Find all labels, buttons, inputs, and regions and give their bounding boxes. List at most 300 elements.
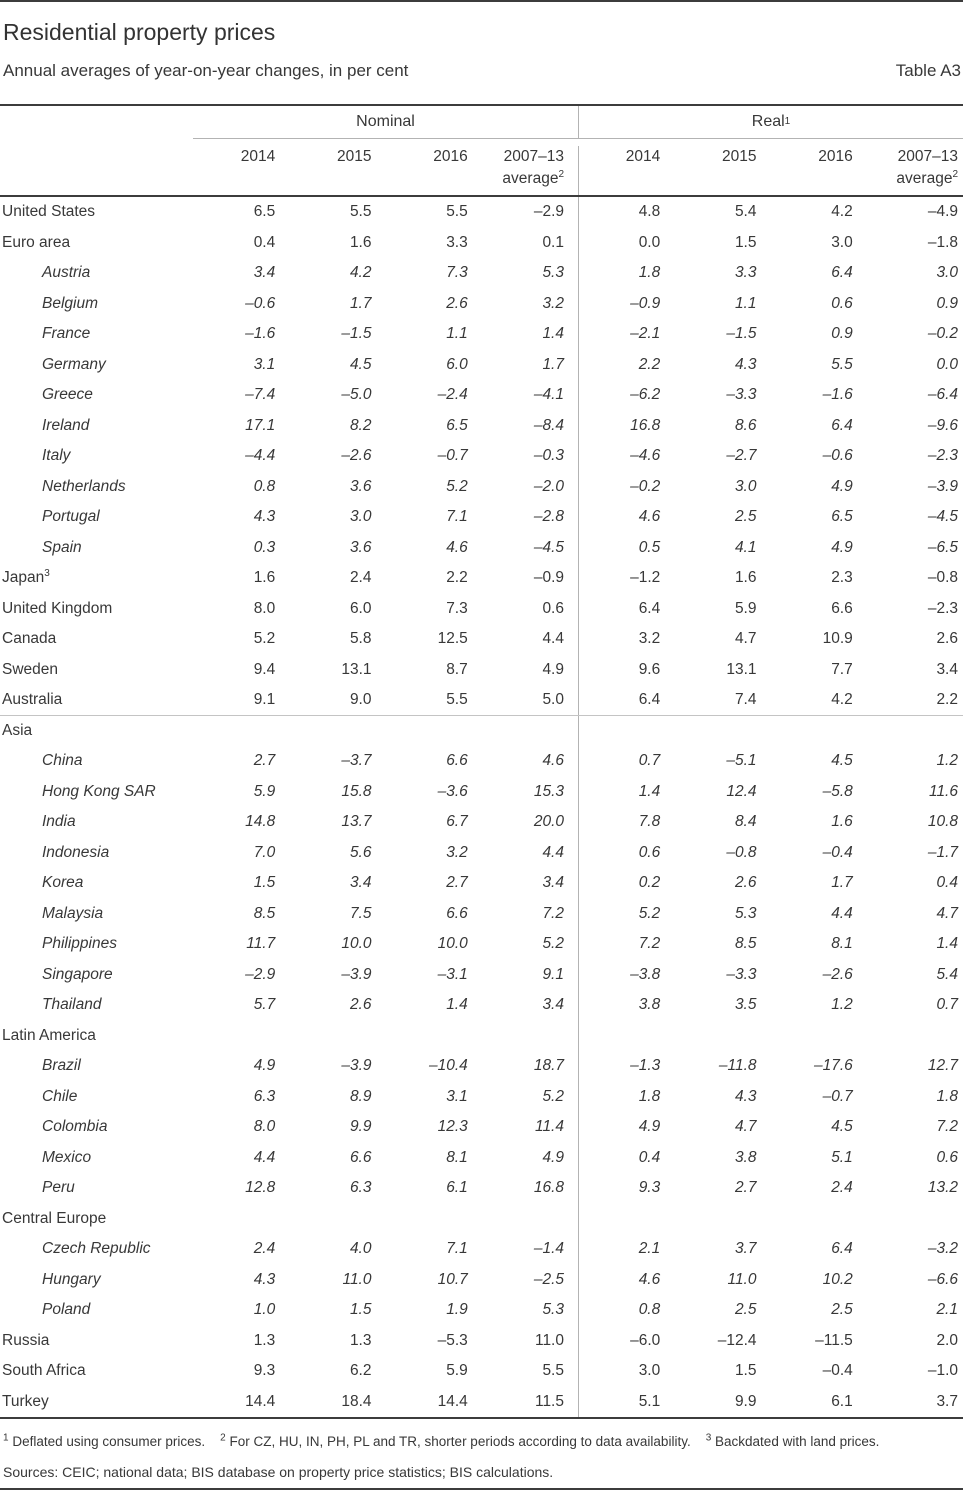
value-real-2014: 0.5 (578, 533, 674, 564)
average-footnote-marker: 2 (558, 168, 564, 180)
value-real-2016: 6.1 (831, 1392, 853, 1410)
value-real-2015: 3.7 (734, 1240, 757, 1258)
value-nominal-average: 0.1 (542, 233, 564, 251)
value-real-2014: 5.1 (578, 1387, 674, 1418)
value-nominal-2014: 4.9 (253, 1057, 276, 1075)
row-label: Brazil (42, 1057, 81, 1075)
value-real-2014: –0.2 (578, 472, 674, 503)
value-nominal-2016: 3.3 (446, 233, 468, 251)
value-nominal-2016: 3.1 (446, 1087, 468, 1105)
value-real-2015: 3.5 (734, 996, 757, 1014)
value-nominal-2016: –3.1 (437, 965, 468, 983)
table-row (0, 594, 963, 625)
col-group-real-label: Real (751, 113, 785, 130)
row-label: Italy (42, 447, 71, 465)
value-real-2015: 4.3 (734, 1087, 757, 1105)
value-real-2016: –17.6 (813, 1057, 853, 1075)
row-label: Germany (42, 355, 106, 373)
value-real-2014: 7.2 (578, 929, 674, 960)
col-header-nominal-average: 2007–13 average$^2$ (502, 148, 564, 187)
value-real-average: –0.8 (927, 569, 958, 587)
value-nominal-average: 4.4 (542, 843, 564, 861)
value-real-2015: –3.3 (726, 386, 757, 404)
value-real-2014: 0.6 (578, 838, 674, 869)
value-real-average: 3.4 (936, 660, 958, 678)
table-row (0, 411, 963, 442)
table-row (0, 1356, 963, 1387)
value-real-2015: 5.4 (734, 203, 757, 221)
value-real-2016: –11.5 (815, 1331, 853, 1349)
column-group-header-row (0, 106, 963, 139)
value-nominal-2014: 11.7 (246, 935, 276, 953)
value-nominal-2015: 2.6 (349, 996, 372, 1014)
value-nominal-2014: 9.4 (253, 660, 276, 678)
table-row (0, 960, 963, 991)
value-nominal-2015: 15.8 (341, 782, 372, 800)
page-title: Residential property prices (3, 19, 276, 45)
row-label: Thailand (42, 996, 102, 1014)
value-nominal-2016: 10.0 (437, 935, 468, 953)
value-real-2016: 4.2 (831, 690, 853, 708)
value-real-average: –4.9 (927, 203, 958, 221)
value-nominal-average: 4.9 (542, 1148, 564, 1166)
value-nominal-2014: 8.0 (253, 1118, 276, 1136)
row-label: Chile (42, 1087, 78, 1105)
value-nominal-2015: 6.0 (349, 599, 372, 617)
row-label: Czech Republic (42, 1240, 151, 1258)
table-row (0, 563, 963, 594)
value-nominal-2014: 5.7 (253, 996, 276, 1014)
table-row (0, 990, 963, 1021)
value-real-2015: 4.7 (734, 630, 757, 648)
value-nominal-average: –2.5 (533, 1270, 564, 1288)
row-label: Asia (2, 721, 33, 739)
value-nominal-2014: –7.4 (245, 386, 276, 404)
value-nominal-average: 5.3 (542, 1301, 564, 1319)
value-real-2015: 3.3 (734, 264, 757, 282)
value-nominal-2016: 2.2 (446, 569, 468, 587)
property-price-table (0, 106, 963, 1419)
value-nominal-2015: 6.6 (349, 1148, 372, 1166)
value-nominal-average: 20.0 (533, 813, 564, 831)
table-row (0, 685, 963, 716)
row-label: Portugal (42, 508, 100, 526)
value-real-2016: 1.6 (831, 813, 853, 831)
value-real-average: 5.4 (936, 965, 958, 983)
row-label: China (42, 752, 83, 770)
value-real-2016: –5.8 (822, 782, 853, 800)
value-real-2016: –0.4 (822, 843, 853, 861)
value-nominal-2014: 7.0 (253, 843, 276, 861)
table-row (0, 289, 963, 320)
value-real-2016: 5.5 (831, 355, 853, 373)
value-nominal-2014: 0.8 (253, 477, 276, 495)
value-nominal-2015: 18.4 (341, 1392, 372, 1410)
footnote-3: $^3$ Backdated with land prices. (705, 1432, 880, 1449)
value-real-2015: 8.6 (734, 416, 757, 434)
value-real-2015: 7.4 (734, 690, 757, 708)
value-real-2015: 1.6 (734, 569, 757, 587)
value-real-2014: 3.0 (578, 1356, 674, 1387)
value-nominal-average: 11.5 (534, 1392, 564, 1410)
value-real-average: 0.9 (936, 294, 958, 312)
value-real-2016: –2.6 (822, 965, 853, 983)
row-label: Peru (42, 1179, 75, 1197)
value-nominal-average: –0.9 (533, 569, 564, 587)
value-nominal-2016: 8.7 (446, 660, 468, 678)
value-nominal-2016: –10.4 (428, 1057, 468, 1075)
value-real-2014: 4.6 (578, 1265, 674, 1296)
value-real-average: 1.8 (936, 1087, 958, 1105)
value-real-2016: 4.9 (831, 477, 853, 495)
value-real-2014: –4.6 (578, 441, 674, 472)
value-nominal-2014: 1.0 (253, 1301, 276, 1319)
value-real-2016: 6.4 (831, 1240, 853, 1258)
value-nominal-2016: –2.4 (437, 386, 468, 404)
value-nominal-2016: 5.5 (446, 203, 468, 221)
value-nominal-2015: –3.9 (341, 1057, 372, 1075)
value-real-2015: 9.9 (734, 1392, 757, 1410)
value-real-2016: 2.5 (831, 1301, 853, 1319)
value-real-average: 0.7 (936, 996, 958, 1014)
table-row (0, 350, 963, 381)
value-nominal-average: 15.3 (533, 782, 564, 800)
value-real-2014: 2.2 (578, 350, 674, 381)
value-nominal-2016: 14.4 (437, 1392, 468, 1410)
value-nominal-2014: 6.3 (253, 1087, 276, 1105)
page-bottom-rule (0, 1488, 963, 1490)
value-nominal-2016: 6.0 (446, 355, 468, 373)
value-real-2016: 4.2 (831, 203, 853, 221)
value-nominal-2015: 10.0 (341, 935, 372, 953)
table-subtitle: Annual averages of year-on-year changes, in per cent (3, 61, 409, 80)
value-nominal-2015: 3.6 (349, 477, 372, 495)
value-nominal-average: 5.2 (542, 935, 564, 953)
table-row (0, 838, 963, 869)
value-nominal-average: 1.7 (542, 355, 564, 373)
table-body (0, 197, 963, 1417)
value-real-2016: 2.3 (831, 569, 853, 587)
value-real-2015: 4.7 (734, 1118, 757, 1136)
row-label: Canada (2, 630, 57, 648)
value-real-2015: 2.7 (734, 1179, 757, 1197)
value-nominal-2016: 7.1 (446, 508, 468, 526)
value-nominal-2015: 1.6 (349, 233, 372, 251)
value-nominal-2014: 5.2 (253, 630, 276, 648)
value-real-2014 (578, 716, 674, 747)
row-label: Netherlands (42, 477, 126, 495)
value-nominal-average: –0.3 (533, 447, 564, 465)
value-real-2015: –5.1 (726, 752, 757, 770)
value-real-2014: 1.4 (578, 777, 674, 808)
value-nominal-2014: 8.5 (253, 904, 276, 922)
value-real-average: 0.6 (936, 1148, 958, 1166)
row-label: Poland (42, 1301, 91, 1319)
value-real-2014: 6.4 (578, 594, 674, 625)
value-nominal-2015: 9.9 (349, 1118, 372, 1136)
value-nominal-average: 7.2 (542, 904, 564, 922)
row-label: Hungary (42, 1270, 101, 1288)
value-real-average: –2.3 (927, 599, 958, 617)
value-nominal-2014: 1.6 (253, 569, 276, 587)
value-real-2015: 8.5 (734, 935, 757, 953)
value-real-2014: –3.8 (578, 960, 674, 991)
value-nominal-2014: 1.5 (253, 874, 276, 892)
row-footnote-marker: 3 (44, 568, 50, 580)
value-nominal-2016: 12.3 (437, 1118, 468, 1136)
value-nominal-average: 5.2 (542, 1087, 564, 1105)
value-real-2014: 0.2 (578, 868, 674, 899)
value-nominal-2016: 8.1 (446, 1148, 468, 1166)
row-label: Ireland (42, 416, 90, 434)
value-real-2015: 8.4 (734, 813, 757, 831)
value-real-average: 11.6 (928, 782, 958, 800)
value-real-2015: 13.1 (726, 660, 757, 678)
row-label: Latin America (2, 1026, 96, 1044)
value-real-2014 (578, 1021, 674, 1052)
value-real-2015: 2.6 (734, 874, 757, 892)
value-nominal-average: –2.8 (533, 508, 564, 526)
value-nominal-2014: 5.9 (253, 782, 276, 800)
value-nominal-2015: 11.0 (342, 1270, 372, 1288)
value-nominal-2016: 12.5 (437, 630, 468, 648)
row-label: Australia (2, 690, 63, 708)
value-nominal-2015: 5.6 (349, 843, 372, 861)
row-label: Turkey (2, 1392, 49, 1410)
table-row (0, 1234, 963, 1265)
value-nominal-2014: –0.6 (245, 294, 276, 312)
value-nominal-2014: 4.3 (253, 1270, 276, 1288)
value-nominal-average: 11.4 (534, 1118, 564, 1136)
footnote-2: $^2$ For CZ, HU, IN, PH, PL and TR, shorter periods according to data availability. (220, 1432, 691, 1449)
table-row (0, 502, 963, 533)
value-nominal-2015: 6.2 (349, 1362, 372, 1380)
col-group-real: Real 1 (578, 106, 963, 139)
value-real-2016: 0.9 (831, 325, 853, 343)
value-real-2015: 2.5 (734, 1301, 757, 1319)
value-nominal-2014: 3.4 (253, 264, 276, 282)
value-nominal-average: –4.5 (533, 538, 564, 556)
row-label: Russia (2, 1331, 50, 1349)
value-nominal-average: –4.1 (533, 386, 564, 404)
value-real-2014: –1.2 (578, 563, 674, 594)
value-real-average: –1.0 (927, 1362, 958, 1380)
row-label: Indonesia (42, 843, 110, 861)
value-real-2014: –2.1 (578, 319, 674, 350)
value-real-2014: 0.8 (578, 1295, 674, 1326)
value-nominal-2015: –2.6 (341, 447, 372, 465)
value-nominal-2014: 12.8 (245, 1179, 276, 1197)
table-bottom-rule (0, 1417, 963, 1419)
value-real-2014: –1.3 (578, 1051, 674, 1082)
value-real-average: –4.5 (927, 508, 958, 526)
value-real-2016: 6.4 (831, 264, 853, 282)
table-row (0, 868, 963, 899)
value-real-2014: 9.6 (578, 655, 674, 686)
value-real-average: 4.7 (936, 904, 958, 922)
value-nominal-2015: –1.5 (341, 325, 372, 343)
value-real-2015: 1.5 (734, 1362, 757, 1380)
value-real-average: 3.7 (936, 1392, 958, 1410)
row-label: France (42, 325, 91, 343)
value-real-2014: 16.8 (578, 411, 674, 442)
value-real-2015: 2.5 (734, 508, 757, 526)
row-label: Central Europe (2, 1209, 107, 1227)
col-header-nominal-2014: 2014 (240, 148, 276, 165)
value-nominal-2016: 6.7 (446, 813, 468, 831)
row-label: United States (2, 203, 96, 221)
value-real-average: –6.4 (927, 386, 958, 404)
value-nominal-2016: 10.7 (437, 1270, 468, 1288)
value-nominal-2015: 2.4 (349, 569, 372, 587)
row-label: Japan$^3$ (2, 568, 50, 587)
value-nominal-2015: 5.8 (349, 630, 372, 648)
value-real-2016: 4.5 (831, 1118, 853, 1136)
col-header-real-average: 2007–13 average$^2$ (896, 148, 958, 187)
value-nominal-2015: 1.3 (349, 1331, 372, 1349)
table-subheader (0, 60, 963, 82)
table-row (0, 655, 963, 686)
row-label: Colombia (42, 1118, 108, 1136)
value-nominal-2016: 2.6 (446, 294, 468, 312)
value-real-2015: 11.0 (727, 1270, 757, 1288)
value-nominal-2016: 1.4 (446, 996, 468, 1014)
value-real-2014: –0.9 (578, 289, 674, 320)
row-label: South Africa (2, 1362, 86, 1380)
row-label: Malaysia (42, 904, 104, 922)
value-real-2014: 0.7 (578, 746, 674, 777)
value-nominal-2015: 4.0 (349, 1240, 372, 1258)
value-real-2016: 10.2 (822, 1270, 853, 1288)
value-nominal-2016: 5.9 (446, 1362, 468, 1380)
value-real-2015: 5.3 (734, 904, 757, 922)
page-top-rule (0, 0, 963, 2)
value-nominal-2014: 9.1 (253, 690, 276, 708)
value-real-2016: 4.4 (831, 904, 853, 922)
value-nominal-2014: 9.3 (253, 1362, 276, 1380)
value-nominal-average: 5.0 (542, 690, 564, 708)
value-nominal-2014: –4.4 (245, 447, 276, 465)
table-row (0, 1051, 963, 1082)
value-real-2016: –0.7 (822, 1087, 853, 1105)
value-real-average: 12.7 (927, 1057, 958, 1075)
value-real-2016: –1.6 (822, 386, 853, 404)
average-footnote-marker: 2 (952, 168, 958, 180)
value-nominal-2016: 2.7 (446, 874, 468, 892)
value-real-2014: 9.3 (578, 1173, 674, 1204)
value-real-2014: 3.8 (578, 990, 674, 1021)
value-nominal-2014: –1.6 (245, 325, 276, 343)
table-row (0, 807, 963, 838)
value-real-2014: 0.4 (578, 1143, 674, 1174)
value-real-average: 1.4 (936, 935, 958, 953)
table-row (0, 1265, 963, 1296)
value-real-2014: 6.4 (578, 685, 674, 715)
value-real-2014: 5.2 (578, 899, 674, 930)
table-row (0, 1387, 963, 1418)
col-header-nominal-2015: 2015 (337, 148, 372, 165)
value-nominal-2015: 3.0 (349, 508, 372, 526)
value-nominal-2015: 13.7 (341, 813, 372, 831)
value-real-2016: 10.9 (822, 630, 853, 648)
value-real-2014: –6.0 (578, 1326, 674, 1357)
table-row (0, 1173, 963, 1204)
value-real-2015: –0.8 (726, 843, 757, 861)
value-nominal-2014: 2.4 (253, 1240, 276, 1258)
value-real-2015: 1.1 (734, 294, 757, 312)
value-nominal-2014: 4.4 (253, 1148, 276, 1166)
table-row (0, 1326, 963, 1357)
value-real-2016: –0.4 (822, 1362, 853, 1380)
row-label: Korea (42, 874, 84, 892)
value-nominal-2015: 3.6 (349, 538, 372, 556)
value-real-average: –9.6 (927, 416, 958, 434)
value-nominal-2016: 6.6 (446, 752, 468, 770)
value-real-2015: 3.0 (734, 477, 757, 495)
value-real-2015: 4.3 (734, 355, 757, 373)
table-row (0, 228, 963, 259)
row-label-header (0, 146, 193, 195)
value-nominal-2015: 6.3 (349, 1179, 372, 1197)
value-nominal-2014: –2.9 (245, 965, 276, 983)
table-row (0, 1295, 963, 1326)
value-real-2016: 1.2 (831, 996, 853, 1014)
table-row (0, 1021, 963, 1052)
col-group-nominal-label: Nominal (356, 113, 415, 130)
value-real-average: 1.2 (936, 752, 958, 770)
value-nominal-2014: 3.1 (253, 355, 276, 373)
value-real-2016: 6.5 (831, 508, 853, 526)
value-nominal-2014: 8.0 (253, 599, 276, 617)
value-real-average: –1.7 (927, 843, 958, 861)
value-real-average: 2.1 (936, 1301, 958, 1319)
table-row (0, 1112, 963, 1143)
row-label: Mexico (42, 1148, 92, 1166)
row-label: Hong Kong SAR (42, 782, 156, 800)
value-nominal-average: 4.4 (542, 630, 564, 648)
value-real-2014: 2.1 (578, 1234, 674, 1265)
value-nominal-2015: 1.5 (349, 1301, 372, 1319)
value-real-2014: 1.8 (578, 1082, 674, 1113)
row-label-header (0, 106, 193, 139)
value-real-2014: 4.9 (578, 1112, 674, 1143)
value-real-2015: 12.4 (726, 782, 757, 800)
footnote-1: $^1$ Deflated using consumer prices. (3, 1432, 206, 1449)
row-label: Spain (42, 538, 82, 556)
table-row (0, 746, 963, 777)
value-real-2016: 8.1 (831, 935, 853, 953)
row-label: Austria (42, 264, 91, 282)
value-real-2015: –3.3 (726, 965, 757, 983)
value-nominal-2016: 1.9 (446, 1301, 468, 1319)
value-nominal-average: –1.4 (533, 1240, 564, 1258)
value-real-2015: –1.5 (726, 325, 757, 343)
value-nominal-average: 0.6 (542, 599, 564, 617)
sources-line: Sources: CEIC; national data; BIS database on property price statistics; BIS calculations. (3, 1464, 554, 1480)
value-real-2016: 7.7 (831, 660, 853, 678)
table-row (0, 899, 963, 930)
value-real-2016: 0.6 (831, 294, 853, 312)
table-row (0, 472, 963, 503)
value-nominal-2016: –3.6 (437, 782, 468, 800)
value-nominal-2014: 6.5 (253, 203, 276, 221)
value-nominal-2016: 5.2 (446, 477, 468, 495)
value-real-2016: 1.7 (831, 874, 853, 892)
value-nominal-average: 3.2 (542, 294, 564, 312)
value-nominal-2015: 4.5 (349, 355, 372, 373)
value-real-2015: –11.8 (718, 1057, 757, 1075)
value-nominal-2016: 1.1 (446, 325, 468, 343)
